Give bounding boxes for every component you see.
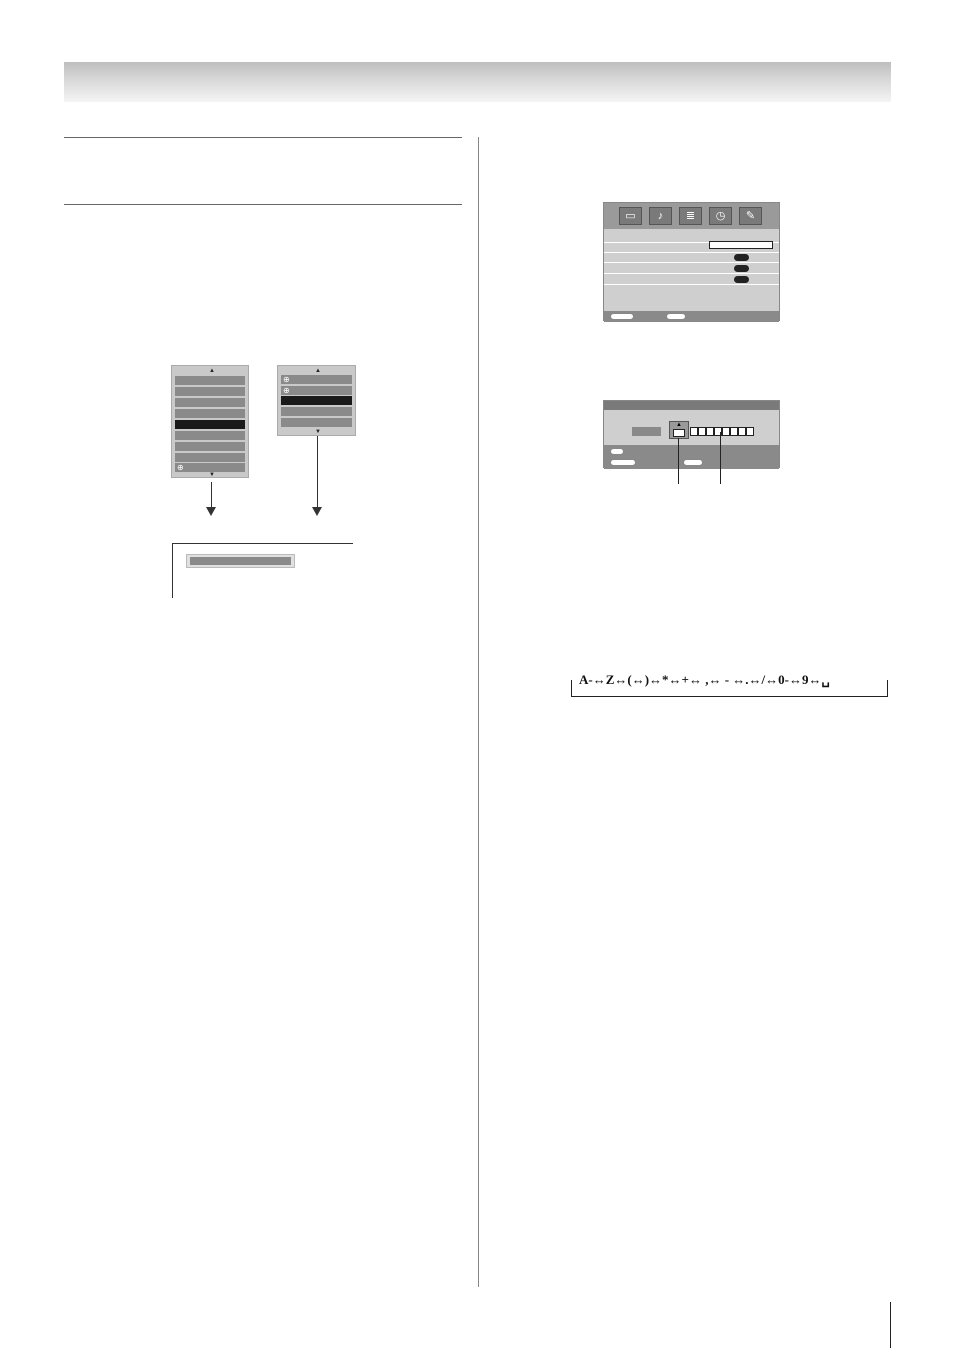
scroll-down-icon[interactable]: ▼ — [209, 472, 215, 478]
setup-menu-screen — [603, 202, 780, 321]
label-entry-screen — [603, 400, 780, 468]
input-icon: ⊕ — [177, 463, 184, 472]
menu-separator — [604, 284, 779, 285]
char-slot[interactable] — [706, 427, 714, 436]
arrow-down-icon — [312, 507, 322, 516]
char-sequence-frame — [571, 672, 888, 697]
input-icon: ⊕ — [283, 375, 290, 384]
menu-row[interactable] — [175, 453, 245, 462]
input-label — [632, 427, 661, 436]
timer-icon[interactable]: ◷ — [709, 207, 732, 225]
char-selector[interactable] — [669, 421, 689, 439]
menu-row[interactable] — [175, 398, 245, 407]
input-list-menu — [277, 365, 356, 436]
menu-row[interactable] — [281, 386, 352, 395]
column-divider — [478, 137, 479, 1287]
option-pill[interactable] — [734, 265, 749, 272]
audio-icon[interactable]: ♪ — [649, 207, 672, 225]
input-icon: ⊕ — [283, 386, 290, 395]
menu-row-selected[interactable] — [281, 396, 352, 405]
option-pill[interactable] — [734, 276, 749, 283]
char-cursor[interactable] — [673, 429, 685, 437]
footer-button[interactable] — [666, 313, 686, 320]
section-top-rule — [64, 137, 462, 138]
char-slots — [690, 427, 754, 436]
char-slot[interactable] — [746, 427, 754, 436]
page-number-rule — [890, 1302, 891, 1348]
char-slot[interactable] — [738, 427, 746, 436]
arrow-line — [317, 436, 318, 508]
char-slot[interactable] — [730, 427, 738, 436]
menu-row[interactable] — [175, 387, 245, 396]
footer-button[interactable] — [610, 313, 634, 320]
menu-row-selected[interactable] — [175, 420, 245, 429]
preferences-icon[interactable]: ≣ — [679, 207, 702, 225]
char-slot[interactable] — [690, 427, 698, 436]
menu-row[interactable] — [175, 376, 245, 385]
screen-title-bar — [604, 401, 779, 410]
footer-button[interactable] — [683, 459, 703, 466]
section-heading — [64, 150, 462, 190]
menu-row[interactable] — [175, 409, 245, 418]
char-slot[interactable] — [698, 427, 706, 436]
page-header-bar — [64, 62, 891, 102]
callout-line — [678, 438, 679, 484]
section-bottom-rule — [64, 204, 462, 205]
menu-row[interactable] — [281, 375, 352, 384]
option-pill[interactable] — [734, 254, 749, 261]
footer-button[interactable] — [610, 459, 636, 466]
menu-row[interactable] — [281, 418, 352, 427]
value-field[interactable] — [709, 241, 773, 249]
menu-separator — [604, 262, 779, 263]
arrow-down-icon — [206, 507, 216, 516]
char-sequence: A-↔Z↔(↔)↔*↔+↔ ,↔ - ↔.↔/↔0-↔9↔␣ — [576, 672, 833, 688]
label-field[interactable] — [186, 554, 295, 568]
menu-row[interactable] — [175, 463, 245, 472]
label-field-frame — [172, 543, 353, 598]
callout-line — [720, 432, 721, 484]
footer-button[interactable] — [610, 448, 624, 455]
scroll-down-icon[interactable]: ▼ — [315, 429, 321, 435]
char-up-icon[interactable]: ▲ — [676, 422, 682, 428]
menu-separator — [604, 273, 779, 274]
scroll-up-icon[interactable]: ▲ — [315, 368, 321, 374]
menu-row[interactable] — [175, 431, 245, 440]
setup-icon[interactable]: ✎ — [739, 207, 762, 225]
label-field-fill — [190, 557, 291, 565]
menu-row[interactable] — [281, 407, 352, 416]
char-slot[interactable] — [722, 427, 730, 436]
scroll-up-icon[interactable]: ▲ — [209, 368, 215, 374]
source-list-menu — [171, 365, 249, 478]
menu-separator — [604, 252, 779, 253]
menu-row[interactable] — [175, 442, 245, 451]
arrow-line — [211, 482, 212, 508]
picture-icon[interactable]: ▭ — [619, 207, 642, 225]
